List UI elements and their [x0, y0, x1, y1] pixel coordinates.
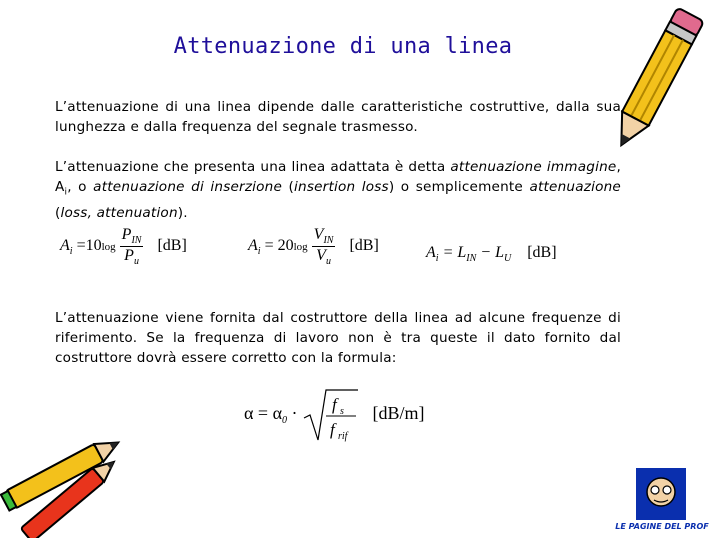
formula-frequency-correction: $\alpha = \alpha_0$ · f s f rif [dB/m]	[244, 386, 425, 444]
formula-voltage-attenuation: $A_i = 20\log$ $\frac{V_{IN}}{V_u}$ [dB]	[248, 226, 379, 267]
formula-level-difference: $A_i = L_{IN} - L_U$ [dB]	[426, 244, 557, 264]
svg-text:s: s	[340, 406, 344, 417]
paragraph-intro: L’attenuazione di una linea dipende dalle caratteristiche costruttive, dalla sua lunghezza e dalla frequenza del segnale trasmesso.	[55, 99, 621, 135]
paragraph-correction: L’attenuazione viene fornita dal costruttore della linea ad alcune frequenze di riferimento. Se la frequenza di lavoro non è tra queste il dato fornito dal costruttore dovrà essere corretto con la formula:	[55, 310, 621, 366]
crayons-icon	[0, 430, 140, 538]
square-root-icon	[302, 386, 360, 444]
professor-logo-icon	[614, 468, 710, 538]
paragraph-definition: L’attenuazione che presenta una linea adattata è detta attenuazione immagine, $A_i$, o attenuazione di inserzione (insertion loss) o semplicemente attenuazione (loss, attenuation).	[55, 159, 621, 221]
formula-power-attenuation: $A_i =10\log$ $\frac{P_{IN}}{P_u}$ [dB]	[60, 226, 187, 267]
logo-caption: LE PAGINE DEL PROF	[615, 522, 709, 531]
svg-text:rif: rif	[338, 431, 348, 442]
page-title: Attenuazione di una linea	[173, 34, 513, 59]
svg-text:f: f	[330, 420, 335, 439]
pencil-icon	[600, 2, 712, 162]
svg-text:f: f	[332, 395, 337, 414]
